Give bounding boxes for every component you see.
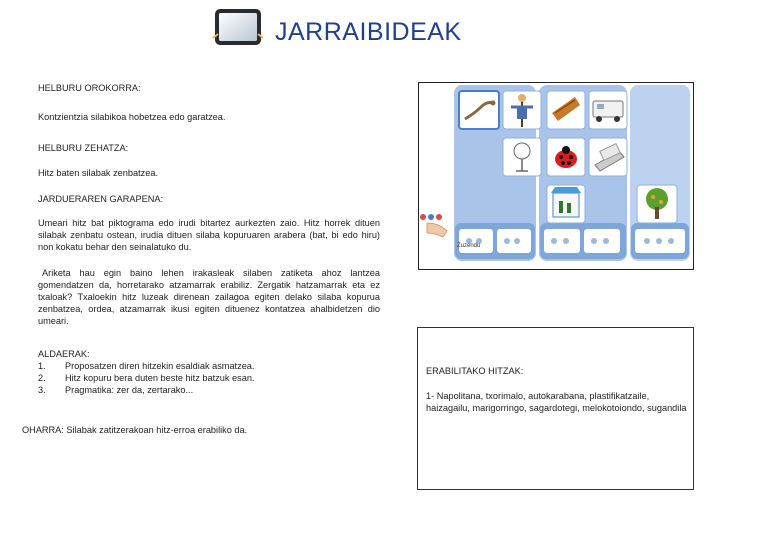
variations-heading: ALDAERAK: [38, 349, 90, 359]
specific-goal-heading: HELBURU ZEHATZA: [38, 143, 129, 153]
activity-illustration [419, 83, 692, 268]
check-button[interactable]: Zuzendu [457, 243, 481, 249]
list-item: 3. Pragmatika: zer da, zertarako... [38, 385, 194, 395]
development-paragraph-1: Umeari hitz bat piktograma edo irudi bitartez aurkezten zaio. Hitz horrek dituen silabak zenbatu ostean, irudia dituen silaba kopuruaren arabera (bat, bi edo hiru) non kokatu behar den seinalatuko du. [38, 218, 380, 252]
used-words-heading: ERABILITAKO HITZAK: [426, 366, 524, 376]
development-paragraph-2: Ariketa hau egin baino lehen irakasleak silaben zatiketa ahoz lantzea gomendatzen da, horretarako atzamarrak erabiliz. Zergatik hatzamarrak eta ez txaloak? Txaloekin hitz luzeak direnean zailagoa egiten delako silaba kopurua zenbatzea, ordea, atzamarrak ikusi egiten dituenez kontatzea ahalbidetzen dio umeari. [38, 268, 380, 326]
specific-goal-text: Hitz baten silabak zenbatzea. [38, 168, 159, 178]
list-item: 2. Hitz kopuru bera duten beste hitz batzuk esan. [38, 373, 255, 383]
list-item: 1. Proposatzen diren hitzekin esaldiak asmatzea. [38, 361, 255, 371]
development-heading: JARDUERAREN GARAPENA: [38, 194, 164, 204]
variations-list [38, 360, 338, 396]
general-goal-heading: HELBURU OROKORRA: [38, 83, 141, 93]
general-goal-text: Kontzientzia silabikoa hobetzea edo garatzea. [38, 112, 226, 122]
cider-house-icon [551, 187, 581, 217]
note-text: OHARRA: Silabak zatitzerakoan hitz-erroa erabiliko da. [22, 425, 248, 435]
tablet-icon [212, 6, 264, 48]
used-words-text: 1- Napolitana, txorimalo, autokarabana, plastifikatzaile, haizagailu, marigorringo, sagardotegi, melokotoiondo, sugandila [426, 391, 687, 413]
page-title: JARRAIBIDEAK [275, 18, 462, 46]
used-words-box [417, 327, 694, 490]
activity-preview [418, 82, 694, 270]
pointing-hand-icon [420, 214, 447, 237]
